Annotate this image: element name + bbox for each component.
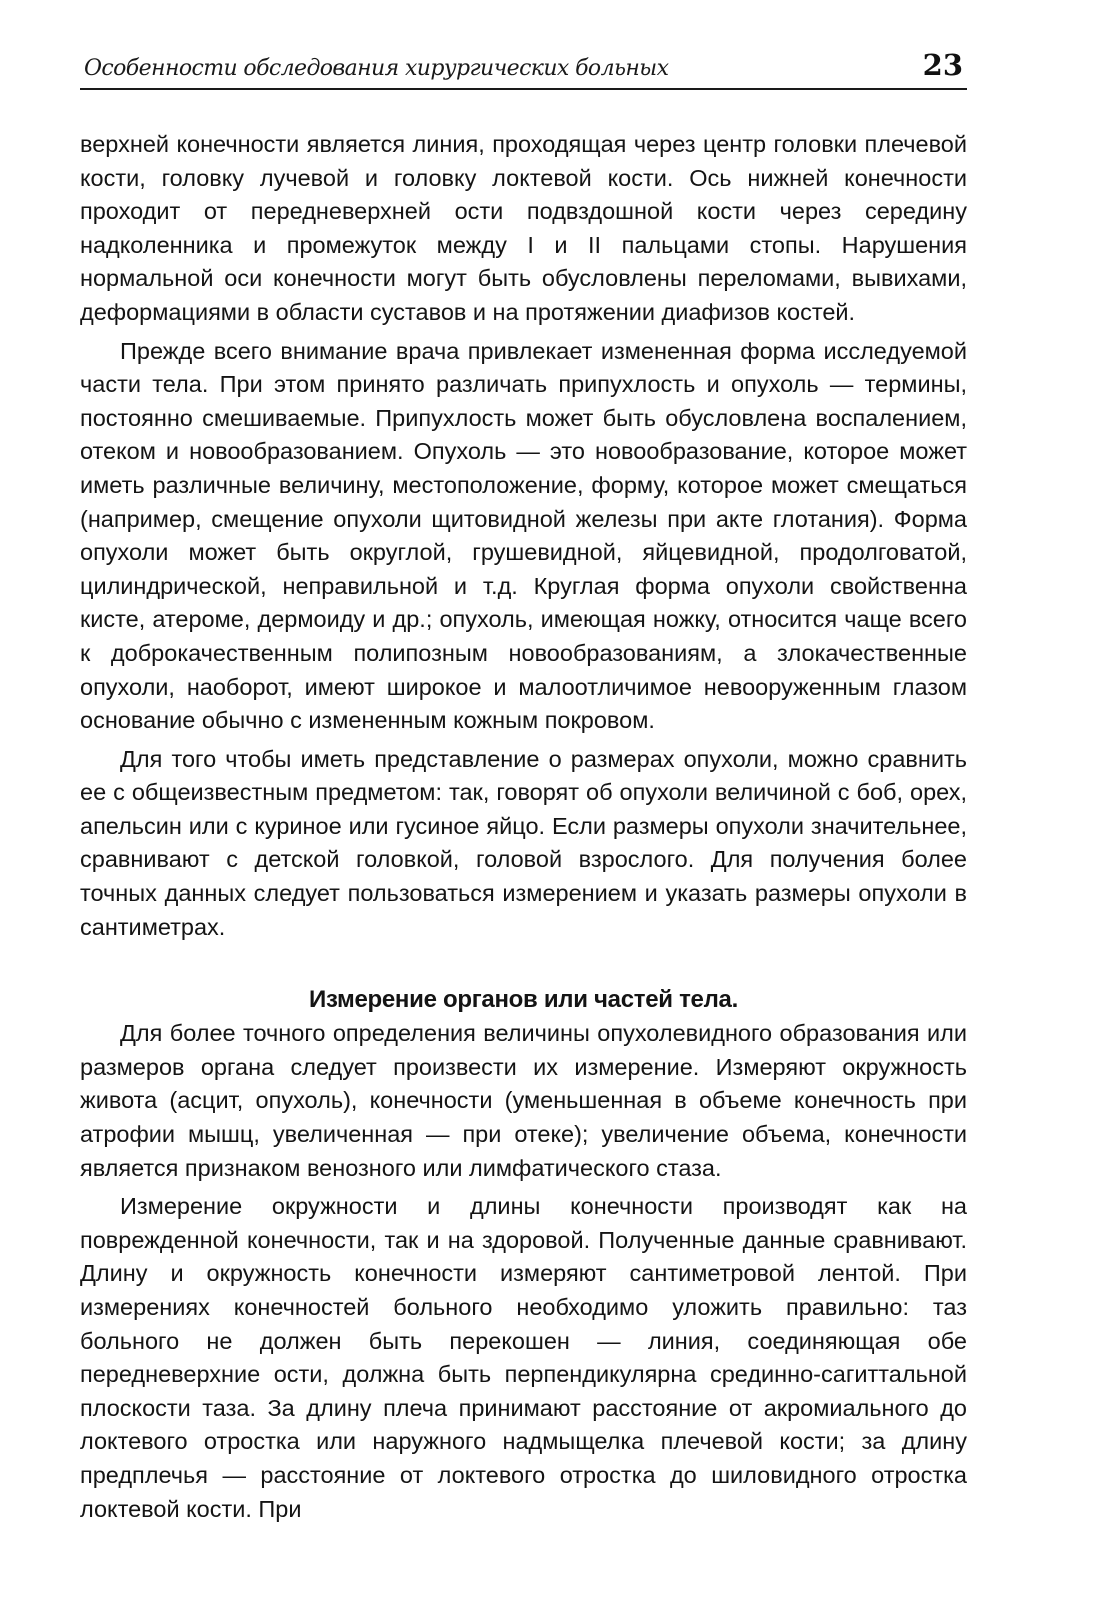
paragraph: Для более точного определения величины опухолевидного образования или размеров органа следует произвести их измерение. Измеряют окружность живота (асцит, опухоль), конечности (уменьшенная в объеме конечность при атрофии мышц, увеличенная — при отеке); увеличение объема, конечности является признаком венозного или лимфатического стаза. (80, 1020, 967, 1181)
paragraph: Прежде всего внимание врача привлекает измененная форма исследуемой части тела. При этом принято различать припухлость и опухоль — термины, постоянно смешиваемые. Припухлость может быть обусловлена воспалением, отеком и новообразованием. Опухоль — это новообразование, которое может иметь различные величину, местоположение, форму, которое может смещаться (например, смещение опухоли щитовидной железы при акте глотания). Форма опухоли может быть округлой, грушевидной, яйцевидной, продолговатой, цилиндрической, неправильной и т.д. Круглая форма опухоли свойственна кисте, атероме, дермоиду и др.; опухоль, имеющая ножку, относится чаще всего к доброкачественным полипозным новообразованиям, а злокачественные опухоли, наоборот, имеют широкое и малоотличимое невооруженным глазом основание обычно с измененным кожным покровом. (80, 337, 967, 734)
page-number: 23 (922, 48, 963, 82)
running-header (80, 44, 967, 90)
body-text (80, 128, 967, 1531)
paragraph: верхней конечности является линия, проходящая через центр головки плечевой кости, головку лучевой и головку локтевой кости. Ось нижней конечности проходит от передневерхней ости подвздошной кости через середину надколенника и промежуток между I и II пальцами стопы. Нарушения нормальной оси конечности могут быть обусловлены переломами, вывихами, деформациями в области суставов и на протяжении диафизов костей. (80, 131, 967, 325)
running-title: Особенности обследования хирургических больных (84, 56, 669, 81)
paragraph: Измерение окружности и длины конечности производят как на поврежденной конечности, так и на здоровой. Полученные данные сравнивают. Длину и окружность конечности измеряют сантиметровой лентой. При измерениях конечностей больного необходимо уложить правильно: таз больного не должен быть перекошен — линия, соединяющая обе передневерхние ости, должна быть перпендикулярна срединно-сагиттальной плоскости таза. За длину плеча принимают расстояние от акромиального до локтевого отростка или наружного надмыщелка плечевой кости; за длину предплечья — расстояние от локтевого отростка до шиловидного отростка локтевой кости. При (80, 1193, 967, 1522)
book-page (80, 0, 967, 1600)
paragraph: Для того чтобы иметь представление о размерах опухоли, можно сравнить ее с общеизвестным предметом: так, говорят об опухоли величиной с боб, орех, апельсин или с куриное или гусиное яйцо. Если размеры опухоли значительнее, сравнивают с детской головкой, головой взрослого. Для получения более точных данных следует пользоваться измерением и указать размеры опухоли в сантиметрах. (80, 745, 967, 940)
section-heading: Измерение органов или частей тела. (309, 986, 738, 1014)
